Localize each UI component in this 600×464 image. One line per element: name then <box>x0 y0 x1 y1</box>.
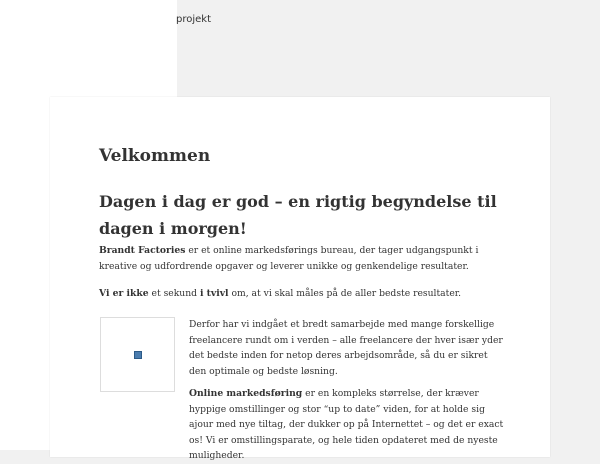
emphasis-marketing: Online markedsføring <box>189 388 303 399</box>
freelance-paragraph: Derfor har vi indgået et bredt samarbejde med mange forskellige freelancere rundt om i verden – alle freelancere der hver især yder det bedste inden for netop deres arbejdsområde, så du er sikret den optimale og bedste løsning. <box>189 319 503 377</box>
page-subtitle: Dagen i dag er god – en rigtig begyndelse til dagen i morgen! <box>99 192 497 238</box>
company-name: Brandt Factories <box>99 245 186 256</box>
content-card <box>50 97 550 461</box>
marketing-text: er en kompleks størrelse, der kræver hyppige omstillinger og stor “up to date” viden, for at holde sig ajour med nye tiltag, der dukker op på Internettet – og det er exact os! Vi er omstillingsparate, og hele tiden opdateret med de nyeste muligheder. <box>189 388 504 461</box>
emphasis-2: i tvivl <box>199 288 229 299</box>
intro-paragraph <box>99 243 509 274</box>
marketing-paragraph <box>189 386 504 464</box>
doubt-paragraph <box>99 286 509 302</box>
text-segment: om, at vi skal måles på de aller bedste resultater. <box>228 288 462 299</box>
content-image <box>100 317 175 392</box>
intro-text: er et online markedsførings bureau, der tager udgangspunkt i kreative og udfordrende opgaver og leverer unikke og genkendelige resultater. <box>99 245 479 272</box>
emphasis-1: Vi er ikke <box>99 288 149 299</box>
broken-image-icon <box>134 351 142 359</box>
page-title: Velkommen <box>99 146 211 166</box>
nav-link-projekt[interactable]: projekt <box>176 14 211 25</box>
text-segment: et sekund <box>148 288 200 299</box>
